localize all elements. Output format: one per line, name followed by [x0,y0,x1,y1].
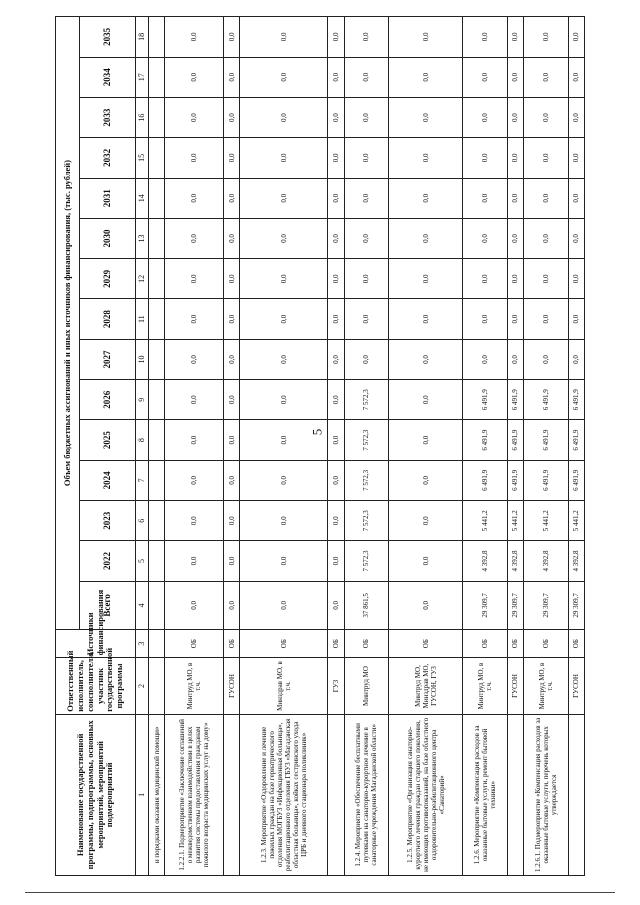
row-value: 0,0 [507,299,523,339]
row-value: 0,0 [328,420,344,460]
table-row [462,17,507,876]
header-budget: Объем бюджетных ассигнований и иных источников финансирования, (тыс. рублей) [56,17,80,630]
table-row [389,17,463,876]
row-value: 0,0 [344,218,389,258]
row-value: 6 491,9 [462,420,507,460]
row-value: 7 572,3 [344,420,389,460]
row-value: 0,0 [389,259,463,299]
table-row [507,17,523,876]
row-value: 7 572,3 [344,501,389,541]
row-source: ОБ [568,630,584,658]
header-responsible: Ответственный исполнитель, соисполнители, участник государственной программы [56,658,136,714]
table-row [149,17,165,876]
row-value: 0,0 [328,339,344,379]
header-year: 2033 [80,97,136,137]
row-value: 0,0 [507,138,523,178]
column-number: 4 [136,581,149,629]
row-value: 0,0 [507,97,523,137]
row-total: 0,0 [165,581,224,629]
row-value: 0,0 [240,17,328,58]
column-number: 2 [136,658,149,714]
row-value: 6 491,9 [507,420,523,460]
row-value: 0,0 [328,178,344,218]
row-value: 0,0 [389,420,463,460]
row-value: 0,0 [328,380,344,420]
row-responsible: Минтруд МО, в т.ч. [462,658,507,714]
row-value [149,299,165,339]
row-value: 0,0 [462,178,507,218]
table-row [165,17,224,876]
row-source: ОБ [389,630,463,658]
row-value: 6 491,9 [568,380,584,420]
row-value: 0,0 [240,541,328,581]
row-responsible: Минтруд МО [344,658,389,714]
row-source: ОБ [328,630,344,658]
row-value: 0,0 [240,97,328,137]
row-responsible: Минтруд МО, в т.ч. [523,658,568,714]
row-source [149,630,165,658]
row-name [568,714,584,875]
row-value: 0,0 [523,97,568,137]
row-value: 4 392,8 [507,541,523,581]
row-source: ОБ [224,630,240,658]
table-row [523,17,568,876]
table-body [149,17,585,876]
row-value: 0,0 [165,57,224,97]
header-year: 2023 [80,501,136,541]
header-year: 2027 [80,339,136,379]
row-name: 1.2.6.1. Подмероприятие «Компенсация расходов за оказанные бытовые услуги, перечень которых утверждается [523,714,568,875]
row-source: ОБ [165,630,224,658]
row-value: 0,0 [523,17,568,58]
row-total: 29 309,7 [523,581,568,629]
row-value: 0,0 [462,339,507,379]
column-number: 8 [136,420,149,460]
row-value: 0,0 [344,259,389,299]
row-value: 0,0 [328,299,344,339]
row-value: 0,0 [224,57,240,97]
row-value: 0,0 [523,218,568,258]
row-source: ОБ [507,630,523,658]
column-number: 18 [136,17,149,58]
row-responsible [149,658,165,714]
row-value: 6 491,9 [462,380,507,420]
row-value [149,380,165,420]
column-number: 1 [136,714,149,875]
row-value: 0,0 [507,339,523,379]
row-value [149,218,165,258]
row-value: 6 491,9 [568,460,584,500]
column-number: 3 [136,630,149,658]
row-value: 0,0 [328,17,344,58]
row-value: 0,0 [523,299,568,339]
column-number: 16 [136,97,149,137]
rotated-table-sheet [55,16,585,876]
row-value [149,97,165,137]
row-name: 1.2.2.1. Подмероприятие «Заключение соглашений о межведомственном взаимодействии в целях развития системы предоставления гражданам пожилого возраста медицинских услуг на дому» [165,714,224,875]
row-value: 0,0 [507,17,523,58]
row-value [149,501,165,541]
row-value: 0,0 [165,97,224,137]
row-value: 0,0 [523,57,568,97]
row-value: 0,0 [507,218,523,258]
header-year: 2029 [80,259,136,299]
row-value: 0,0 [328,501,344,541]
row-value: 6 491,9 [507,380,523,420]
column-number: 13 [136,218,149,258]
row-value: 0,0 [240,218,328,258]
row-value: 6 491,9 [462,460,507,500]
row-value: 0,0 [568,57,584,97]
row-value: 0,0 [224,339,240,379]
row-value: 0,0 [240,138,328,178]
row-value: 0,0 [165,501,224,541]
row-responsible: ГУЗ [328,658,344,714]
row-value: 0,0 [507,178,523,218]
row-value: 0,0 [165,420,224,460]
row-value [149,57,165,97]
row-value: 0,0 [328,97,344,137]
row-value: 0,0 [165,138,224,178]
row-value: 6 491,9 [568,420,584,460]
row-value: 0,0 [328,138,344,178]
row-value: 0,0 [165,541,224,581]
header-name: Наименование государственной программы, подпрограммы, основных мероприятий, мероприятий подмероприятий [56,714,136,875]
header-year: 2028 [80,299,136,339]
row-value [149,259,165,299]
header-year: 2026 [80,380,136,420]
row-value: 0,0 [344,17,389,58]
header-total: Всего [80,581,136,629]
column-number: 12 [136,259,149,299]
row-value: 0,0 [523,259,568,299]
row-value: 0,0 [224,259,240,299]
row-value: 0,0 [462,17,507,58]
row-value [149,339,165,379]
row-total: 0,0 [224,581,240,629]
row-name: и порядками оказания медицинской помощи» [149,714,165,875]
row-value: 0,0 [389,17,463,58]
row-value: 0,0 [389,57,463,97]
row-value: 0,0 [165,17,224,58]
row-value [149,17,165,58]
header-year: 2034 [80,57,136,97]
row-total: 37 861,5 [344,581,389,629]
row-value: 0,0 [389,541,463,581]
budget-table [55,16,585,876]
row-value: 5 441,2 [523,501,568,541]
row-value: 0,0 [328,460,344,500]
row-value: 0,0 [462,218,507,258]
header-year: 2030 [80,218,136,258]
row-total [149,581,165,629]
row-value: 0,0 [224,97,240,137]
row-value: 0,0 [462,299,507,339]
row-value: 0,0 [224,178,240,218]
row-value: 0,0 [165,460,224,500]
row-value: 0,0 [165,380,224,420]
header-source: Источники финансирования [56,630,136,658]
row-value: 0,0 [240,178,328,218]
column-number: 11 [136,299,149,339]
column-number: 7 [136,460,149,500]
table-row [240,17,328,876]
row-value: 0,0 [224,420,240,460]
row-value: 0,0 [523,138,568,178]
row-value: 0,0 [568,178,584,218]
row-name [328,714,344,875]
row-value: 0,0 [344,299,389,339]
row-value: 0,0 [507,57,523,97]
row-total: 0,0 [389,581,463,629]
row-value: 4 392,8 [568,541,584,581]
row-value: 0,0 [328,541,344,581]
row-value: 0,0 [389,178,463,218]
row-value: 5 441,2 [568,501,584,541]
row-value: 0,0 [523,178,568,218]
table-row [224,17,240,876]
row-value: 6 491,9 [523,420,568,460]
row-value: 0,0 [165,178,224,218]
table-row [568,17,584,876]
row-value: 7 572,3 [344,380,389,420]
row-value: 0,0 [224,380,240,420]
row-value: 6 491,9 [523,380,568,420]
row-value: 0,0 [344,138,389,178]
row-value: 6 491,9 [507,460,523,500]
row-value: 0,0 [389,97,463,137]
row-value: 0,0 [240,259,328,299]
row-value: 0,0 [568,97,584,137]
row-responsible: ГУСОН [507,658,523,714]
row-value: 5 441,2 [507,501,523,541]
row-value: 0,0 [389,138,463,178]
table-row [344,17,389,876]
column-number: 14 [136,178,149,218]
row-source: ОБ [523,630,568,658]
row-source: ОБ [462,630,507,658]
row-value: 0,0 [389,380,463,420]
row-value: 0,0 [344,178,389,218]
row-value: 0,0 [224,138,240,178]
header-year: 2022 [80,541,136,581]
footer-rule [25,892,615,893]
row-responsible: ГУСОН [568,658,584,714]
row-responsible: Минтруд МО, в т.ч. [165,658,224,714]
row-value: 6 491,9 [523,460,568,500]
row-value: 0,0 [462,57,507,97]
row-name: 1.2.3. Мероприятие «Оздоровление и лечение пожилых граждан на базе гериатрического отделения МОГБУЗ «Инфекционная больница», реабилитационного отделения ГБУЗ «Магаданская областная больница», койках сестринского ухода ЦРБ и дневного стационара поликлиник» [240,714,328,875]
row-value [149,541,165,581]
row-value: 0,0 [344,97,389,137]
row-value: 4 392,8 [462,541,507,581]
row-value: 0,0 [328,218,344,258]
row-value [149,460,165,500]
row-name: 1.2.5. Мероприятие «Организация санаторно-курортного лечения граждан старшего поколения, не имеющих противопоказаний, на базе областного оздоровительно-реабилитационного центра «Санаторий» [389,714,463,875]
row-source: ОБ [240,630,328,658]
row-total: 0,0 [240,581,328,629]
row-value [149,420,165,460]
row-source: ОБ [344,630,389,658]
row-value: 0,0 [165,299,224,339]
header-year: 2031 [80,178,136,218]
header-year: 2024 [80,460,136,500]
table-row [328,17,344,876]
row-total: 29 309,7 [462,581,507,629]
row-value: 7 572,3 [344,541,389,581]
row-responsible: ГУСОН [224,658,240,714]
row-value: 0,0 [568,17,584,58]
row-responsible: Минздрав МО, в т.ч. [240,658,328,714]
row-value: 0,0 [328,57,344,97]
row-name [507,714,523,875]
row-value [149,138,165,178]
row-value: 0,0 [344,57,389,97]
column-number: 15 [136,138,149,178]
row-value: 0,0 [240,501,328,541]
header-year: 2035 [80,17,136,58]
row-value: 0,0 [224,501,240,541]
row-value: 0,0 [389,460,463,500]
row-value: 0,0 [224,218,240,258]
row-value: 0,0 [344,339,389,379]
table-header [56,17,149,876]
row-value: 0,0 [462,138,507,178]
row-value: 0,0 [224,17,240,58]
row-value [149,178,165,218]
row-value: 0,0 [224,299,240,339]
header-year: 2025 [80,420,136,460]
row-name: 1.2.6. Мероприятие «Компенсация расходов за оказанные бытовые услуги, ремонт бытовой техники» [462,714,507,875]
row-value: 0,0 [507,259,523,299]
row-value: 0,0 [240,57,328,97]
row-value: 0,0 [165,218,224,258]
row-value: 0,0 [389,339,463,379]
row-value: 0,0 [389,501,463,541]
row-value: 7 572,3 [344,460,389,500]
row-value: 0,0 [224,460,240,500]
header-year: 2032 [80,138,136,178]
column-number: 5 [136,541,149,581]
row-value: 0,0 [462,259,507,299]
row-value: 0,0 [240,380,328,420]
row-value: 0,0 [568,339,584,379]
page-number: 5 [309,428,325,436]
row-value: 0,0 [165,339,224,379]
row-value: 0,0 [240,339,328,379]
row-total: 29 309,7 [507,581,523,629]
row-value: 0,0 [240,460,328,500]
row-total: 0,0 [328,581,344,629]
column-number: 9 [136,380,149,420]
row-value: 4 392,8 [523,541,568,581]
row-value: 0,0 [389,299,463,339]
row-value: 5 441,2 [462,501,507,541]
column-number: 6 [136,501,149,541]
row-value: 0,0 [240,299,328,339]
row-value: 0,0 [224,541,240,581]
row-name: 1.2.4. Мероприятие «Обеспечение бесплатными путевками на санаторно-курортное лечение в санаторные учреждения Магаданской области» [344,714,389,875]
column-number: 17 [136,57,149,97]
row-value: 0,0 [568,259,584,299]
row-total: 29 309,7 [568,581,584,629]
column-number: 10 [136,339,149,379]
row-value: 0,0 [462,97,507,137]
row-value: 0,0 [389,218,463,258]
row-value: 0,0 [568,218,584,258]
row-value: 0,0 [568,299,584,339]
row-responsible: Минтруд МО, Минздрав МО, ГУСОН, ГУЗ [389,658,463,714]
row-value: 0,0 [568,138,584,178]
row-value: 0,0 [328,259,344,299]
row-value: 0,0 [165,259,224,299]
row-value: 0,0 [240,420,328,460]
row-name [224,714,240,875]
row-value: 0,0 [523,339,568,379]
